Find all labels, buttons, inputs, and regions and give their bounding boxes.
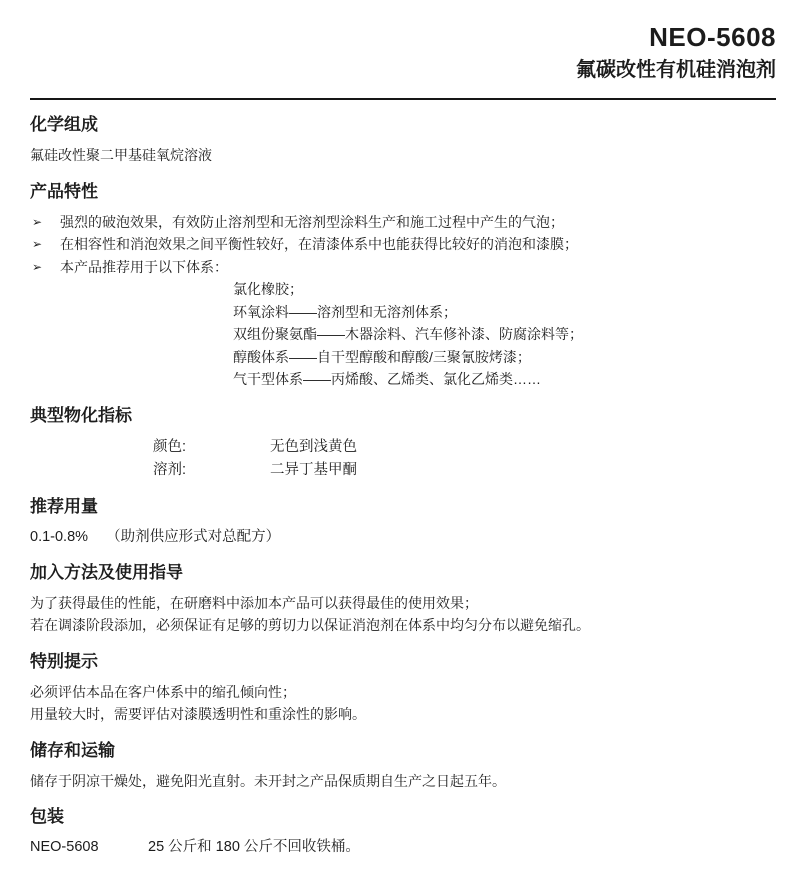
feature-bullet bbox=[30, 233, 776, 256]
feature-text: 本产品推荐用于以下体系： bbox=[60, 258, 228, 275]
dosage-note: （助剂供应形式对总配方） bbox=[106, 528, 281, 545]
document-header bbox=[30, 22, 776, 84]
recommended-systems-list bbox=[233, 278, 776, 391]
property-label: 颜色: bbox=[153, 438, 187, 455]
system-item: 气干型体系——丙烯酸、乙烯类、氯化乙烯类…… bbox=[233, 371, 541, 387]
special-note-line: 用量较大时，需要评估对漆膜透明性和重涂性的影响。 bbox=[30, 706, 366, 722]
system-item: 环氧涂料——溶剂型和无溶剂体系； bbox=[233, 303, 457, 320]
storage-text: 储存于阴凉干燥处，避免阳光直射。未开封之产品保质期自生产之日起五年。 bbox=[30, 772, 506, 789]
property-value: 无色到浅黄色 bbox=[270, 438, 357, 455]
product-code-title: NEO-5608 bbox=[649, 22, 776, 52]
section-storage bbox=[30, 739, 776, 793]
chemical-composition-text: 氟硅改性聚二甲基硅氧烷溶液 bbox=[30, 147, 212, 163]
feature-bullet bbox=[30, 211, 776, 234]
section-title-dosage: 推荐用量 bbox=[30, 496, 98, 516]
product-name-subtitle: 氟碳改性有机硅消泡剂 bbox=[576, 59, 776, 81]
property-row bbox=[153, 459, 776, 482]
section-title-chemical-composition: 化学组成 bbox=[30, 115, 98, 134]
packaging-description: 25 公斤和 180 公斤不回收铁桶。 bbox=[148, 839, 360, 855]
arrowhead-bullet-icon: ➢ bbox=[32, 259, 43, 274]
system-item: 双组份聚氨酯——木器涂料、汽车修补漆、防腐涂料等； bbox=[233, 326, 583, 342]
arrowhead-bullet-icon: ➢ bbox=[32, 237, 43, 251]
section-usage-guide bbox=[30, 561, 776, 637]
properties-table bbox=[30, 436, 776, 482]
feature-text: 强烈的破泡效果，有效防止溶剂型和无溶剂型涂料生产和施工过程中产生的气泡； bbox=[60, 213, 564, 230]
section-packaging bbox=[30, 805, 776, 858]
property-label: 溶剂: bbox=[153, 461, 187, 478]
header-divider bbox=[30, 98, 776, 100]
property-row bbox=[153, 436, 776, 459]
section-product-features bbox=[30, 180, 776, 391]
dosage-range: 0.1-0.8% bbox=[30, 528, 89, 545]
arrowhead-bullet-icon: ➢ bbox=[32, 214, 43, 229]
special-note-line: 必须评估本品在客户体系中的缩孔倾向性； bbox=[30, 683, 296, 700]
section-title-packaging: 包装 bbox=[30, 807, 64, 826]
section-dosage bbox=[30, 495, 776, 548]
packaging-product-code: NEO-5608 bbox=[30, 839, 99, 855]
section-title-usage-guide: 加入方法及使用指导 bbox=[30, 562, 183, 582]
usage-guide-line: 为了获得最佳的性能，在研磨料中添加本产品可以获得最佳的使用效果； bbox=[30, 594, 478, 611]
system-item: 氯化橡胶； bbox=[233, 281, 303, 297]
feature-text: 在相容性和消泡效果之间平衡性较好，在清漆体系中也能获得比较好的消泡和漆膜； bbox=[60, 236, 578, 252]
usage-guide-line: 若在调漆阶段添加，必须保证有足够的剪切力以保证消泡剂在体系中均匀分布以避免缩孔。 bbox=[30, 617, 590, 633]
section-title-typical-properties: 典型物化指标 bbox=[30, 405, 132, 425]
section-title-product-features: 产品特性 bbox=[30, 181, 98, 201]
system-item: 醇酸体系——自干型醇酸和醇酸/三聚氰胺烤漆； bbox=[233, 348, 531, 365]
dosage-text bbox=[30, 526, 776, 548]
section-typical-properties bbox=[30, 404, 776, 482]
section-title-storage: 储存和运输 bbox=[30, 740, 115, 760]
section-special-notes bbox=[30, 650, 776, 726]
property-value: 二异丁基甲酮 bbox=[270, 461, 357, 478]
feature-bullet bbox=[30, 256, 776, 279]
section-title-special-notes: 特别提示 bbox=[30, 651, 98, 671]
section-chemical-composition bbox=[30, 113, 776, 167]
packaging-row bbox=[30, 836, 776, 858]
